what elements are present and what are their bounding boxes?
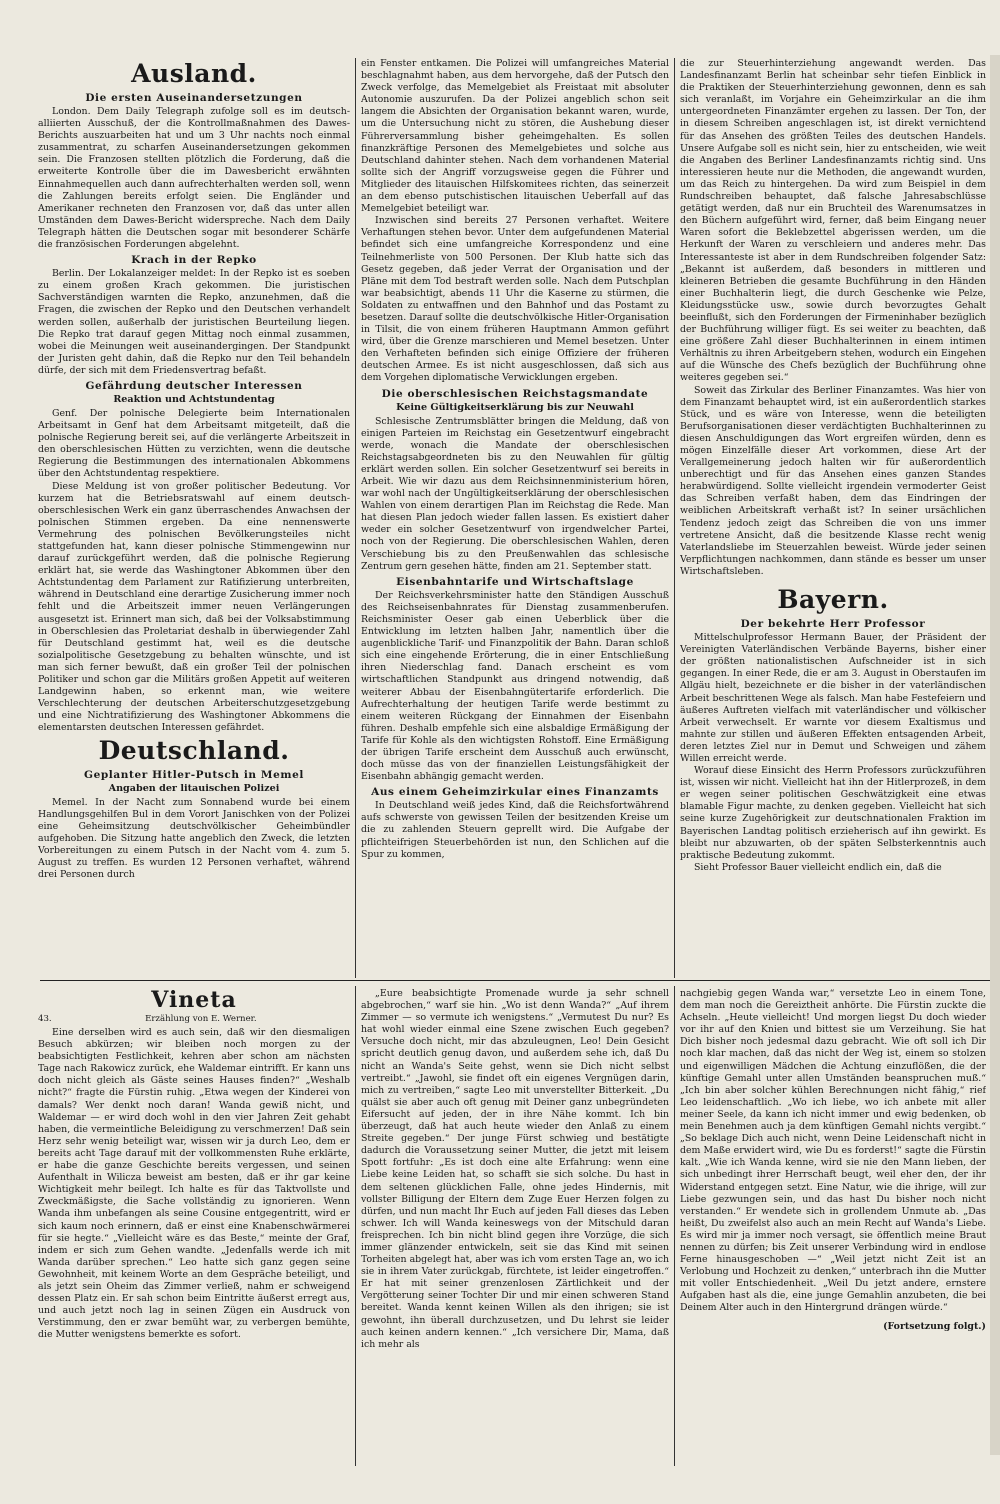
article-paragraph: Memel. In der Nacht zum Sonnabend wurde bei einem Handlungsgehilfen Bul in dem Vorort Janischken von der Polizei eine Geheimsitzung deutschvölkischer Geheimbündler aufgehoben. Die Sitzung hatte angeblich den Zweck, die letzten Vorbereitungen zu einem Putsch in der Nacht vom 4. zum 5. August zu treffen. Es wurden 12 Personen verhaftet, während drei Personen durch: [38, 796, 350, 881]
section-heading-deutschland: Deutschland.: [98, 735, 290, 765]
section-heading-bayern: Bayern.: [777, 585, 889, 615]
article-heading: Krach in der Repko: [131, 254, 257, 267]
article-paragraph: Sieht Professor Bauer vielleicht endlich ein, daß die: [694, 861, 942, 873]
column-rule: [355, 58, 356, 978]
column-rule: [355, 986, 356, 1466]
article-subheading: Reaktion und Achtstundentag: [113, 393, 275, 405]
article-paragraph: Genf. Der polnische Delegierte beim Internationalen Arbeitsamt in Genf hat dem Arbeitsamt mitgeteilt, daß die polnische Regierung bereit sei, auf die verlängerte Arbeitszeit in den oberschlesischen Hütten zu verzichten, wenn die deutsche Regierung die Bestimmungen des internationalen Abkommens über den Achtstundentag respektiere.: [38, 407, 350, 480]
column-1: [38, 58, 350, 978]
article-paragraph: Mittelschulprofessor Hermann Bauer, der Präsident der Vereinigten Vaterländischen Verbände Bayerns, bisher einer der größten nationalistischen Aufschneider ist in sich gegangen. In einer Rede, die er am 3. August in Oberstaufen im Allgäu hielt, bezeichnete er die bisher in der vaterländischen Arbeit beschrittenen Wege als falsch. Man habe Festefeiern und äußeres Auftreten vielfach mit vaterländischer und völkischer Arbeit verwechselt. Er warnte vor diesem Exaltismus und mahnte zur stillen und äußeren Effekten entsagenden Arbeit, deren letztes Ziel nur in Demut und Schweigen und zähem Willen erreicht werde.: [680, 632, 986, 764]
continued-note: (Fortsetzung folgt.): [883, 1320, 986, 1332]
article-subheading: Angaben der litauischen Polizei: [108, 782, 280, 794]
article-paragraph: Der Reichsverkehrsminister hatte den Ständigen Ausschuß des Reichseisenbahnrates für Dienstag zusammenberufen. Reichsminister Oeser gab einen Ueberblick über die Entwicklung im letzten halben Jahr, namentlich über die augenblickliche Tarif- und Finanzpolitik der Bahn. Daran schloß sich eine eingehende Erörterung, die in einer Entschließung ihren Niederschlag fand. Danach erscheint es vom wirtschaftlichen Standpunkt aus dringend notwendig, daß weiterer Abbau der Eisenbahngütertarife erforderlich. Die Aufrechterhaltung der heutigen Tarife werde bestimmt zu einem weiteren Rückgang der Einnahmen der Eisenbahn führen. Deshalb empfehle sich eine alsbaldige Ermäßigung der Tarife für Kohle als den wichtigsten Rohstoff. Eine Ermäßigung der übrigen Tarife erscheint dem Ausschuß auch erwünscht, doch müsse das von der finanziellen Leistungsfähigkeit der Eisenbahn abhängig gemacht werden.: [361, 589, 669, 783]
column-2: [361, 58, 669, 978]
serial-title: Vineta: [151, 988, 237, 1013]
article-paragraph: Soweit das Zirkular des Berliner Finanzamtes. Was hier von dem Finanzamt behauptet wird, ist ein außerordentlich starkes Stück, und es wäre von Interesse, wenn die beteiligten Berufsorganisationen dieser verdächtigten Buchhalterinnen zu diesen Anschuldigungen das Wort ergreifen würden, denn es mögen Einzelfälle dieser Art vorkommen, diese Art der Verallgemeinerung jedoch halten wir für außerordentlich unberechtigt und für das Ansehen eines ganzen Standes herabwürdigend. Sollte vielleicht irgendein vermoderter Geist das Schreiben verfaßt haben, dem das Eindringen der weiblichen Arbeitskraft verhaßt ist? In seiner ursächlichen Tendenz jedoch zeigt das Schreiben die von uns immer vertretene Ansicht, daß die besitzende Klasse recht wenig Vaterlandsliebe im Steuerzahlen beweist. Würde jeder seinen Verpflichtungen nachkommen, dann stände es besser um unser Wirtschaftsleben.: [680, 384, 986, 577]
article-paragraph: London. Dem Daily Telegraph zufolge soll es im deutsch-alliierten Ausschuß, der die Kontrollmaßnahmen des Dawes-Berichts auszuarbeiten hat und um 3 Uhr nachts noch einmal zusammentrat, zu scharfen Auseinandersetzungen gekommen sein. Die Franzosen stellten plötzlich die Forderung, daß die erweiterte Kontrolle über die im Dawesbericht erwähnten Einnahmequellen auch dann aufrechterhalten werden soll, wenn die Zahlungen bereits erfolgt seien. Die Engländer und Amerikaner rechneten den Franzosen vor, daß das unter allen Umständen dem Dawes-Bericht widerspreche. Nach dem Daily Telegraph hätten die Deutschen sogar mit besonderer Schärfe die französischen Forderungen abgelehnt.: [38, 106, 350, 251]
column-rule: [674, 58, 675, 978]
article-paragraph: Inzwischen sind bereits 27 Personen verhaftet. Weitere Verhaftungen stehen bevor. Unter dem aufgefundenen Material befindet sich eine umfangreiche Korrespondenz und eine Teilnehmerliste von 500 Personen. Der Klub hatte sich das Gesetz gegeben, daß jeder Verrat der Organisation und der Pläne mit dem Tod bestraft werden solle. Nach dem Putschplan war beabsichtigt, abends 11 Uhr die Kaserne zu stürmen, die Soldaten zu entwaffnen und den Bahnhof und das Postamt zu besetzen. Darauf sollte die deutschvölkische Hitler-Organisation in Tilsit, die von einem früheren Hauptmann Ammon geführt wird, über die Grenze marschieren und Memel besetzen. Unter den Verhafteten befinden sich einige Offiziere der früheren deutschen Armee. Es ist nicht ausgeschlossen, daß sich aus dem Vorgehen diplomatische Verwicklungen ergeben.: [361, 215, 669, 384]
article-heading: Geplanter Hitler-Putsch in Memel: [84, 768, 304, 781]
serial-text: Eine derselben wird es auch sein, daß wir den diesmaligen Besuch abkürzen; wir bleiben noch morgen zu der beabsichtigten Festlichkeit, kehren aber schon am nächsten Tage nach Rakowicz zurück, ehe Waldemar eintrifft. Er kann uns doch nicht gleich als Gäste seines Hauses finden?“ „Weshalb nicht?“ fragte die Fürstin ruhig. „Etwa wegen der Kinderei von damals? Wer denkt noch daran! Wanda gewiß nicht, und Waldemar — er wird doch wohl in den vier Jahren Zeit gehabt haben, die vermeintliche Beleidigung zu verschmerzen! Daß sein Herz sehr wenig beteiligt war, wissen wir ja durch Leo, dem er bereits acht Tage darauf mit der vollkommensten Ruhe erklärte, er habe die ganze Geschichte bereits vergessen, und seinen Aufenthalt in Wilicza beweist am besten, daß er ihr gar keine Wichtigkeit mehr beilegt. Ich halte es für das Taktvollste und Zweckmäßigste, die Sache vollständig zu ignorieren. Wenn Wanda ihm unbefangen als seine Cousine entgegentritt, wird er sich kaum noch erinnern, daß er einst eine Knabenschwärmerei für sie hegte.“ „Vielleicht wäre es das Beste,“ meinte der Graf, indem er sich zum Gehen wandte. „Jedenfalls werde ich mit Wanda darüber sprechen.“ Leo hatte sich ganz gegen seine Gewohnheit, mit keinem Worte an dem Gespräche beteiligt, und als jetzt sein Oheim das Zimmer verließ, nahm er schweigend dessen Platz ein. Er sah schon beim Eintritte äußerst erregt aus, und auch jetzt noch lag in seinen Zügen ein Ausdruck von Verstimmung, den er zwar bemüht war, zu verbergen bemühte, die Mutter wenigstens bemerkte es sofort.: [38, 1027, 350, 1341]
article-heading: Eisenbahntarife und Wirtschaftslage: [396, 575, 634, 588]
serial-info: [38, 1014, 350, 1025]
article-heading: Gefährdung deutscher Interessen: [85, 379, 303, 392]
vineta-column-3: [680, 988, 986, 1466]
article-paragraph: Berlin. Der Lokalanzeiger meldet: In der Repko ist es soeben zu einem großen Krach gekommen. Die juristischen Sachverständigen warnten die Repko, anzunehmen, daß die Fragen, die zwischen der Repko und den Deutschen verhandelt werden sollen, außerhalb der juristischen Beurteilung liegen. Die Repko trat darauf gegen Mittag noch einmal zusammen, wobei die Meinungen weit auseinandergingen. Der Standpunkt der Juristen geht dahin, daß die Repko nur den Teil behandeln dürfe, der sich mit dem Friedensvertrag befaßt.: [38, 268, 350, 376]
article-paragraph: die zur Steuerhinterziehung angewandt werden. Das Landesfinanzamt Berlin hat scheinbar sehr tiefen Einblick in die Praktiken der Steuerhinterziehung gewonnen, denn es sah sich veranlaßt, im Vorjahre ein Geheimzirkular an die ihm untergeordneten Finanzämter ergehen zu lassen. Der Ton, der in diesem Schreiben angeschlagen ist, ist direkt vernichtend für das Ansehen des größten Teiles des deutschen Handels. Unsere Aufgabe soll es nicht sein, hier zu entscheiden, wie weit die Angaben des Berliner Landesfinanzamts richtig sind. Uns interessieren heute nur die Methoden, die angewandt wurden, um das Reich zu hintergehen. Da wird zum Beispiel in dem Rundschreiben behauptet, daß falsche Jahresabschlüsse getätigt werden, daß nur ein Bruchteil des Warenumsatzes in den Büchern aufgeführt wird, ferner, daß beim Eingang neuer Waren sofort die Beklebzettel abgerissen werden, um die Herkunft der Waren zu verschleiern und anderes mehr. Das Interessanteste ist aber in dem Rundschreiben folgender Satz: „Bekannt ist außerdem, daß besonders in mittleren und kleineren Betrieben die gesamte Buchführung in den Händen einer Buchhalterin liegt, die durch Geschenke wie Pelze, Kleidungsstücke usw., sowie durch bevorzugtes Gehalt beeinflußt, sich den Forderungen der Firmeninhaber bezüglich der Buchführung williger fügt. Es sei weiter zu beachten, daß eine größere Zahl dieser Buchhalterinnen in einem intimen Verhältnis zu ihren Arbeitgebern stehen, wodurch ein Eingehen auf die Wünsche des Chefs bezüglich der Buchführung ohne weiteres gegeben sei.“: [680, 58, 986, 384]
section-heading-ausland: Ausland.: [131, 59, 257, 88]
article-paragraph: ein Fenster entkamen. Die Polizei will umfangreiches Material beschlagnahmt haben, aus dem hervorgehe, daß der Putsch den Zweck verfolge, das Memelgebiet als Freistaat mit absoluter Autonomie auszurufen. Da der Polizei angeblich schon seit langem die Absichten der Organisation bekannt waren, wurde, um die Untersuchung nicht zu stören, die Aushebung dieser Führerversammlung bisher geheimgehalten. Es sollen finanzkräftige Personen des Memelgebietes und solche aus Deutschland dahinter stehen. Nach dem vorhandenen Material sollte sich der Angriff vorzugsweise gegen die Führer und Mitglieder des litauischen Hilfskomitees richten, das seinerzeit an dem ebenso putschistischen litauischen Ueberfall auf das Memelgebiet beteiligt war.: [361, 58, 669, 215]
vineta-column-1: [38, 988, 350, 1466]
column-rule: [674, 986, 675, 1466]
article-heading: Die ersten Auseinandersetzungen: [85, 92, 303, 104]
article-heading: Die oberschlesischen Reichstagsmandate: [381, 387, 649, 400]
article-paragraph: Schlesische Zentrumsblätter bringen die Meldung, daß von einigen Parteien im Reichstag ein Gesetzentwurf eingebracht werde, wonach die Mandate der oberschlesischen Reichstagsabgeordneten bis zu den Neuwahlen für gültig erklärt werden sollen. Ein solcher Gesetzentwurf sei bereits in Arbeit. Wie wir dazu aus dem Reichsinnenministerium hören, war wohl nach der Ungültigkeitserklärung der oberschlesischen Wahlen von einem derartigen Plan im Reichstag die Rede. Man hat diesen Plan jedoch wieder fallen lassen. Es existiert daher weder ein solcher Gesetzentwurf von irgendwelcher Partei, noch von der Regierung. Die oberschlesischen Wahlen, deren Verschiebung bis zu den Preußenwahlen das schlesische Zentrum gern gesehen hätte, finden am 21. September statt.: [361, 415, 669, 572]
article-paragraph: Worauf diese Einsicht des Herrn Professors zurückzuführen ist, wissen wir nicht. Vielleicht hat ihn der Hitlerprozeß, in dem er wegen seiner politischen Geschwätzigkeit eine etwas blamable Figur machte, zu denken gegeben. Vielleicht hat sich seine kurze Zugehörigkeit zur deutschnationalen Fraktion im Bayerischen Landtag politisch erzieherisch auf ihn gewirkt. Es bleibt nur abzuwarten, ob der späten Selbsterkenntnis auch praktische Bedeutung zukommt.: [680, 765, 986, 861]
vineta-column-2: [361, 988, 669, 1466]
serial-byline: Erzählung von E. Werner.: [145, 1014, 257, 1024]
column-3: [680, 58, 986, 978]
feuilleton-separator: [40, 980, 990, 981]
article-paragraph: Diese Meldung ist von großer politischer Bedeutung. Vor kurzem hat die Betriebsratswahl auf einem deutsch-oberschlesischen Werk ein ganz überraschendes Anwachsen der polnischen Stimmen ergeben. Da eine nennenswerte Vermehrung des polnischen Bevölkerungsteiles nicht stattgefunden hat, kann dieser polnische Stimmengewinn nur darauf zurückgeführt werden, daß die polnische Regierung erklärt hat, sie werde das Washingtoner Abkommen über den Achtstundentag dem Parlament zur Ratifizierung unterbreiten, während in Deutschland eine derartige Zusicherung immer noch fehlt und die Arbeitszeit immer neuen Verlängerungen ausgesetzt ist. Erinnert man sich, daß bei der Volksabstimmung in Oberschlesien das Proletariat deshalb in überwiegender Zahl für Deutschland gestimmt hat, weil es die deutsche sozialpolitische Gesetzgebung zu behalten wünschte, und ist man sich ferner bewußt, daß ein großer Teil der polnischen Politiker und schon gar die Militärs großen Appetit auf weiteren Landgewinn haben, so erkennt man, wie weitere Verschlechterung der deutschen Arbeiterschutzgesetzgebung und eine Nichtratifizierung des Washingtoner Abkommens die elementarsten deutschen Interessen gefährdet.: [38, 480, 350, 734]
serial-number: 43.: [38, 1014, 52, 1024]
serial-text: nachgiebig gegen Wanda war,“ versetzte Leo in einem Tone, dem man noch die Gereiztheit anhörte. Die Fürstin zuckte die Achseln. „Heute vielleicht! Und morgen liegst Du doch wieder vor ihr auf den Knien und bittest sie um Verzeihung. Sie hat Dich bisher noch jedesmal dazu gebracht. Wie oft soll ich Dir noch klar machen, daß das nicht der Weg ist, einem so stolzen und eigenwilligen Mädchen die Achtung einzuflößen, die der künftige Gemahl unter allen Umständen beanspruchen muß.“ „Ich bin aber solcher kühlen Berechnungen nicht fähig,“ rief Leo leidenschaftlich. „Wo ich liebe, wo ich anbete mit aller meiner Seele, da kann ich nicht immer und ewig bedenken, ob mein Benehmen auch ja dem künftigen Gemahl nichts vergibt.“ „So beklage Dich auch nicht, wenn Deine Leidenschaft nicht in dem Maße erwidert wird, wie Du es forderst!“ sagte die Fürstin kalt. „Wie ich Wanda kenne, wird sie nie den Mann lieben, der sich unbedingt ihrer Herrschaft beugt, weil eher den, der ihr Widerstand entgegen setzt. Eine Natur, wie die ihrige, will zur Liebe gezwungen sein, und das hast Du bisher noch nicht verstanden.“ Er wendete sich in grollendem Unmute ab. „Das heißt, Du zweifelst also auch an mein Recht auf Wanda's Liebe. Es wird mir ja immer noch versagt, sie öffentlich meine Braut nennen zu dürfen; bis Zeit unserer Verbindung wird in endlose Ferne hinausgeschoben —“ „Weil jetzt nicht Zeit ist an Verlobung und Hochzeit zu denken,“ unterbrach ihn die Mutter mit voller Entschiedenheit. „Weil Du jetzt andere, ernstere Aufgaben hast als die, eine junge Gemahlin anzubeten, die bei Deinem Alter auch in den Hintergrund drängen würde.“: [680, 988, 986, 1314]
article-paragraph: In Deutschland weiß jedes Kind, daß die Reichsfortwährend aufs schwerste von gewissen Teilen der besitzenden Kreise um die zu zahlenden Steuern geprellt wird. Die Aufgabe der pflichteifrigen Steuerbehörden ist nun, den Schlichen auf die Spur zu kommen,: [361, 800, 669, 860]
article-subheading: Keine Gültigkeitserklärung bis zur Neuwahl: [396, 401, 634, 413]
neighbor-page-edge: [990, 55, 1000, 1455]
article-heading: Aus einem Geheimzirkular eines Finanzamts: [371, 786, 659, 799]
serial-text: „Eure beabsichtigte Promenade wurde ja sehr schnell abgebrochen,“ warf sie hin. „Wo ist denn Wanda?“ „Auf ihrem Zimmer — so vermute ich wenigstens.“ „Vermutest Du nur? Es hat wohl wieder einmal eine Szene zwischen Euch gegeben? Versuche doch nicht, mir das abzuleugnen, Leo! Dein Gesicht spricht deutlich genug davon, und außerdem sehe ich, daß Du nicht an Wanda's Seite gehst, wenn sie Dich nicht selbst vertreibt.“ „Jawohl, sie findet oft ein eigenes Vergnügen darin, mich zu vertreiben,“ sagte Leo mit unverstellter Bitterkeit. „Du quälst sie aber auch oft genug mit Deiner ganz unbegründeten Eifersucht auf jeden, der in ihre Nähe kommt. Ich bin überzeugt, daß hat auch heute wieder den Anlaß zu einem Streite gegeben.“ Der junge Fürst schwieg und bestätigte dadurch die Voraussetzung seiner Mutter, die jetzt mit leisem Spott fortfuhr: „Es ist doch eine alte Erfahrung: wenn eine Liebe keine Leiden hat, so schafft sie sich solche. Du hast in dem seltenen glücklichen Falle, ohne jedes Hindernis, mit vollster Billigung der Eltern dem Zuge Euer Herzen folgen zu dürfen, und nun macht Ihr Euch auf jeden Fall dieses das Leben schwer. Ich will Wanda keineswegs von der Mitschuld daran freisprechen. Ich bin nicht blind gegen ihre Vorzüge, die sich immer glänzender entwickeln, seit sie das Kind mit seinen Torheiten abgelegt hat, aber was ich vom ersten Tage an, wo ich sie in ihrem Vater zurückgab, fürchtete, ist leider eingetroffen.“ Er hat mit seiner grenzenlosen Zärtlichkeit und der Vergötterung seiner Tochter Dir und mir einen schweren Stand bereitet. Wanda kennt keinen Willen als den ihrigen; sie ist gewohnt, ihn überall durchzusetzen, und Du lehrst sie leider auch keinen andern kennen.“ „Ich versichere Dir, Mama, daß ich mehr als: [361, 988, 669, 1350]
article-heading: Der bekehrte Herr Professor: [740, 618, 926, 631]
